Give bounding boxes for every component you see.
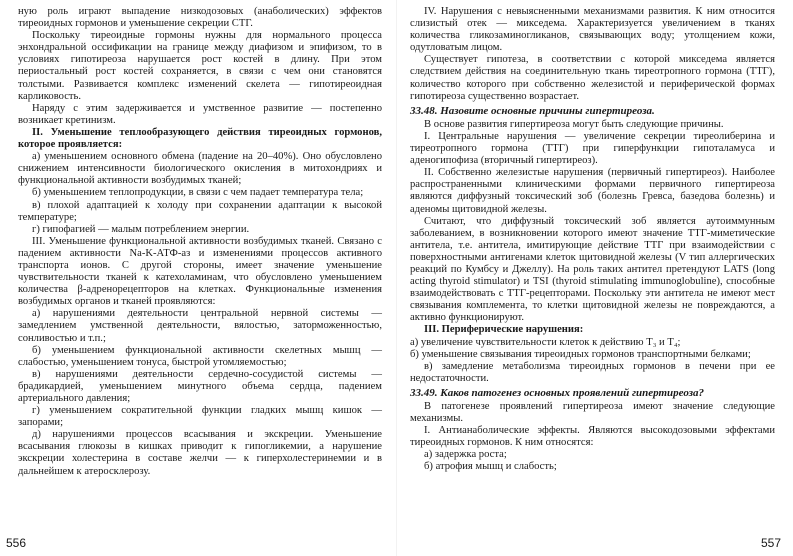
left-paragraph: Поскольку тиреоидные гормоны нужны для нормального процесса энхондральной оссификации на границе между диафизом и эпифизом, то в условиях гипотиреоза нарушается рост костей в длину. При этом периостальный рост костей сохраняется, в связи с чем они становятся толстыми. Развивается комплекс изменений скелета — гипотиреоидная карликовость. xyxy=(18,30,382,102)
right-paragraph: Существует гипотеза, в соответствии с которой микседема является следствием действия на соединительную ткань тиреотропного гормона (ТТГ), количество которого при собственно железистой и периферической формах гипотиреоза существенно возрастает. xyxy=(410,54,775,102)
list-item: б) уменьшением функциональной активности скелетных мышц — слабостью, уменьшением тонуса, быстрой утомляемостью; xyxy=(18,344,382,368)
list-item: б) уменьшение связывания тиреоидных гормонов транспортными белками; xyxy=(410,348,751,360)
question-heading: 33.48. Назовите основные причины гипертиреоза. xyxy=(410,104,655,117)
page-number: 556 xyxy=(6,536,27,550)
section-paragraph: II. Собственно железистые нарушения (первичный гипертиреоз). Наиболее распространенными клиническими формами первичного гипертиреоза являются диффузный токсический зоб (болезнь Гревса, базедова болезнь) и аденомы щитовидной железы. xyxy=(410,167,775,215)
section-paragraph: I. Антианаболические эффекты. Являются высокодозовыми эффектами тиреоидных гормонов. К ним относятся: xyxy=(410,425,775,449)
list-item: а) задержка роста; xyxy=(424,449,507,461)
list-item: г) гипофагией — малым потреблением энергии. xyxy=(32,223,250,235)
section-paragraph: III. Уменьшение функциональной активности возбудимых тканей. Связано с падением активности Na-K-АТФ-аз и изменениями процессов активного транспорта ионов. С другой стороны, имеет значение уменьшение чувствительности тканей к катехоламинам, что обусловлено уменьшением количества β-адренорецепторов на клетках. Функциональные изменения возбудимых органов и тканей проявляются: xyxy=(18,235,382,308)
right-paragraph: В патогенезе проявлений гипертиреоза имеют значение следующие механизмы. xyxy=(410,401,775,425)
list-item: б) уменьшением теплопродукции, в связи с чем падает температура тела; xyxy=(32,187,364,199)
list-item: в) плохой адаптацией к холоду при сохранении адаптации к высокой температуре; xyxy=(18,199,382,223)
right-paragraph: Считают, что диффузный токсический зоб является аутоиммунным заболеванием, в возникновении которого имеют значение ТТГ-миметические антитела, т.е. антитела, имитирующие действие ТТГ при взаимодействии с поверхностными антигенами клеток щитовидной железы (V тип аллергических реакций по Кумбсу и Джеллу). На роль таких антител претендуют LATS (long acting thyroid stimulator) и TSI (thyroid stimulating immunoglobuline), способные взаимодействовать с ТТГ-рецепторами. Поскольку эти антитела не имеют мест связывания комплемента, то клетки щитовидной железы не повреждаются, а активно функционируют. xyxy=(410,215,775,324)
section-paragraph: I. Центральные нарушения — увеличение секреции тиреолиберина и тиреотропного гормона (ТТГ) при гиперфункции гипоталамуса и аденогипофиза (вторичный гипертиреоз). xyxy=(410,130,775,167)
left-page xyxy=(0,0,396,556)
section-heading: II. Уменьшение теплообразующего действия тиреоидных гормонов, которое проявляется: xyxy=(18,126,382,151)
left-paragraph: ную роль играют выпадение низкодозовых (анаболических) эффектов тиреоидных гормонов и уменьшение секреции СТГ. xyxy=(18,6,382,30)
section-paragraph: IV. Нарушения с невыясненными механизмами развития. К ним относится слизистый отек — микседема. Характеризуется увеличением в тканях количества гликозаминогликанов, связывающих воду; утолщением кожи, одутловатым лицом. xyxy=(410,6,775,54)
list-item: в) замедление метаболизма тиреоидных гормонов в печени при ее недостаточности. xyxy=(410,360,775,384)
left-paragraph: Наряду с этим задерживается и умственное развитие — постепенно возникает кретинизм. xyxy=(18,102,382,126)
list-item: а) увеличение чувствительности клеток к действию Т₃ и Т₄; xyxy=(410,336,681,348)
right-page xyxy=(396,0,793,556)
list-item: а) нарушениями деятельности центральной нервной системы — замедлением умственной деятельности, вялостью, заторможенностью, сонливостью и т.п.; xyxy=(18,308,382,344)
question-heading: 33.49. Каков патогенез основных проявлений гипертиреоза? xyxy=(410,386,705,399)
list-item: б) атрофия мышц и слабость; xyxy=(424,461,557,473)
list-item: а) уменьшением основного обмена (падение на 20–40%). Оно обусловлено снижением интенсивности биологического окисления в митохондриях и функциональной активности возбудимых тканей; xyxy=(18,151,382,187)
list-item: в) нарушениями деятельности сердечно-сосудистой системы — брадикардией, уменьшением минутного объема сердца, падением артериального давления; xyxy=(18,368,382,404)
right-paragraph: В основе развития гипертиреоза могут быть следующие причины. xyxy=(424,118,724,130)
page-number: 557 xyxy=(760,536,781,550)
list-item: г) уменьшением сократительной функции гладких мышц кишок — запорами; xyxy=(18,405,382,429)
list-item: д) нарушениями процессов всасывания и экскреции. Уменьшение всасывания глюкозы в кишках приводит к гипогликемии, а нарушение экскреции холестерина в составе желчи — к гиперхолестеринемии и в дальнейшем к атеросклерозу. xyxy=(18,429,382,477)
section-heading: III. Периферические нарушения: xyxy=(424,324,584,336)
